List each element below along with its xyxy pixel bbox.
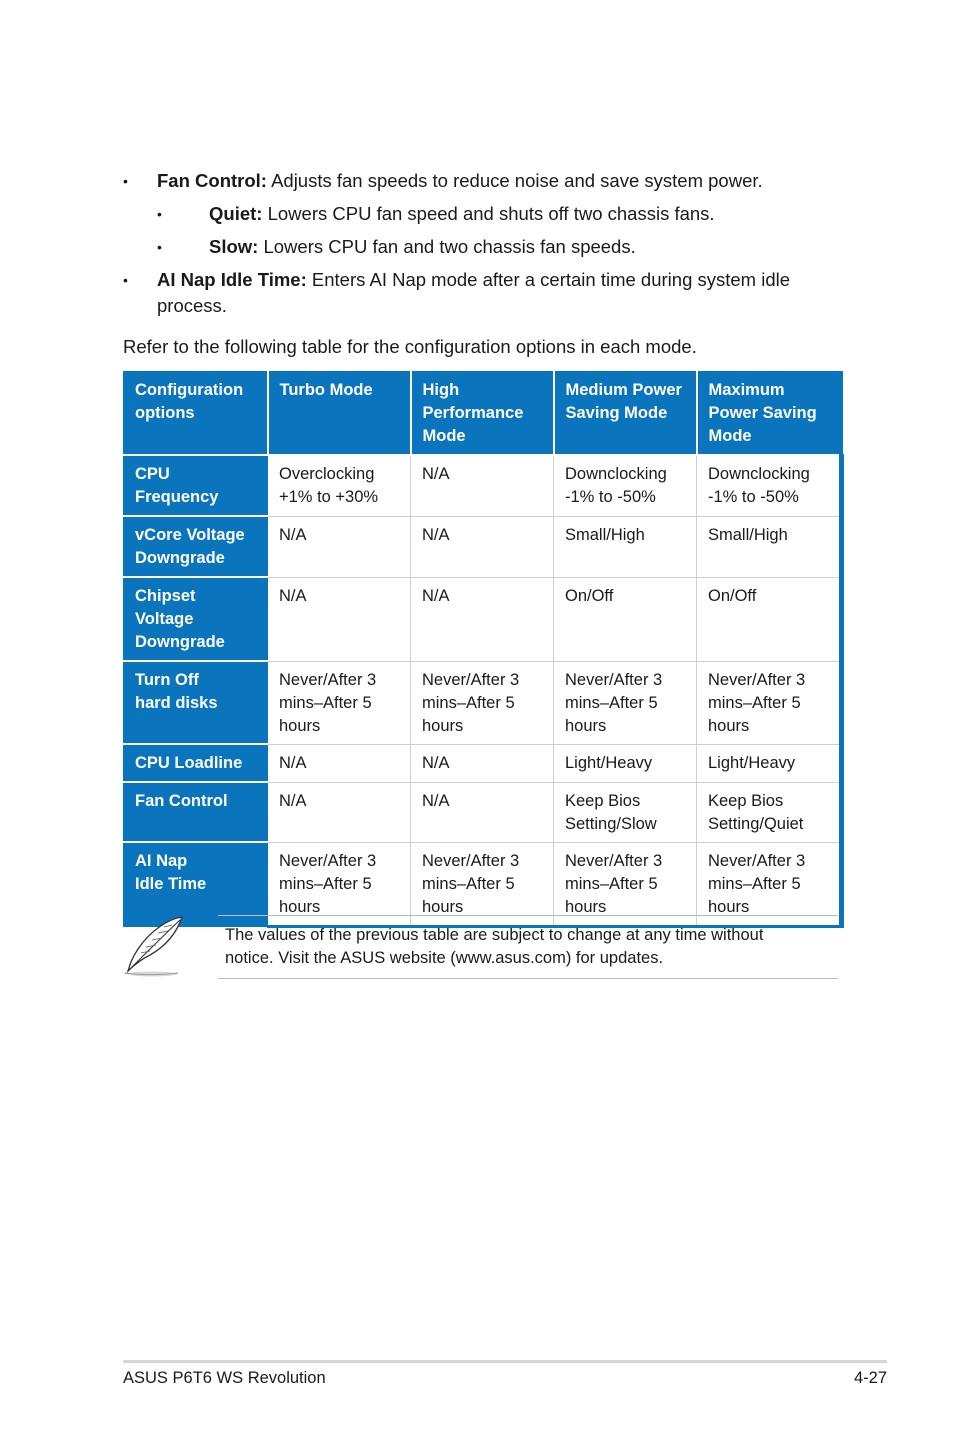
feather-pen-icon (120, 913, 190, 979)
row-label-line: CPU (135, 465, 170, 483)
table-cell-line: -1% to -50% (708, 488, 799, 506)
table-cell (411, 744, 554, 782)
column-header-line: Configuration (135, 381, 244, 399)
fan-control-bullet (157, 168, 763, 194)
table-cell-line: hours (708, 897, 750, 916)
row-label-line: CPU Loadline (135, 754, 243, 772)
table-cell-line: Never/After 3 (279, 670, 377, 689)
column-header (124, 372, 268, 456)
table-cell-line: Light/Heavy (565, 753, 653, 772)
table-cell-line: N/A (279, 525, 307, 544)
column-header-line: Turbo Mode (279, 381, 373, 399)
table-cell-line: Small/High (565, 525, 645, 544)
table-cell-line: hours (565, 897, 607, 916)
table-cell-line: Small/High (708, 525, 788, 544)
table-cell (268, 744, 411, 782)
table-cell-line: N/A (422, 525, 450, 544)
row-label (124, 782, 268, 842)
table-cell (268, 455, 411, 516)
row-label (124, 455, 268, 516)
table-body (124, 455, 842, 926)
note-divider-top (218, 915, 838, 916)
table-cell-line: mins–After 5 (279, 874, 372, 893)
row-label-line: Turn Off (135, 671, 199, 689)
row-label (124, 661, 268, 744)
table-cell-line: N/A (422, 791, 450, 810)
table-cell-line: hours (422, 716, 464, 735)
ai-nap-bullet (157, 267, 790, 293)
table-cell (697, 577, 842, 661)
configuration-table (123, 371, 844, 928)
ai-nap-label: AI Nap Idle Time: (157, 269, 307, 290)
table-cell (554, 744, 697, 782)
table-cell-line: N/A (422, 753, 450, 772)
table-cell-line: Keep Bios (565, 791, 641, 810)
table-cell-line: hours (708, 716, 750, 735)
table-cell-line: Never/After 3 (279, 851, 377, 870)
row-label-line: Fan Control (135, 792, 228, 810)
column-header-line: Mode (708, 427, 752, 445)
table-cell-line: N/A (279, 753, 307, 772)
quiet-text: Lowers CPU fan speed and shuts off two chassis fans. (262, 203, 715, 224)
table-cell (554, 661, 697, 744)
ai-nap-text: Enters AI Nap mode after a certain time during system idle (306, 269, 791, 290)
row-label-line: Voltage (135, 610, 194, 628)
row-label-line: Downgrade (135, 549, 225, 567)
slow-text: Lowers CPU fan and two chassis fan speeds. (258, 236, 636, 257)
footer-rule (123, 1360, 887, 1363)
table-header-row (124, 372, 842, 456)
page-number: 4-27 (853, 1369, 887, 1387)
row-label (124, 516, 268, 577)
row-label-line: Idle Time (135, 875, 207, 893)
table-row (124, 455, 842, 516)
bullet-marker: • (123, 272, 128, 288)
table-cell-line: Overclocking (279, 465, 375, 483)
column-header-line: Maximum (708, 381, 785, 399)
table-cell-line: mins–After 5 (565, 874, 658, 893)
table-cell (697, 782, 842, 842)
table-cell (697, 842, 842, 926)
table-cell-line: -1% to -50% (565, 488, 656, 506)
column-header-line: options (135, 404, 195, 422)
table-cell (554, 516, 697, 577)
table-cell-line: N/A (422, 586, 450, 605)
bullet-marker: • (157, 239, 162, 255)
table-cell-line: N/A (279, 586, 307, 605)
table-row (124, 661, 842, 744)
slow-label: Slow: (209, 236, 259, 257)
table-cell-line: hours (279, 716, 321, 735)
note-text (225, 924, 835, 970)
table-cell (554, 842, 697, 926)
table-cell (411, 782, 554, 842)
slow-bullet (209, 234, 636, 260)
table-cell-line: N/A (422, 465, 450, 483)
table-cell-line: On/Off (565, 586, 614, 605)
table-cell (268, 577, 411, 661)
table-cell (411, 455, 554, 516)
ai-nap-text-continued: process. (157, 295, 227, 316)
table-cell-line: N/A (279, 791, 307, 810)
table-cell (697, 516, 842, 577)
note-line-2: notice. Visit the ASUS website (www.asus.com) for updates. (225, 949, 664, 967)
quiet-label: Quiet: (209, 203, 263, 224)
table-cell-line: Never/After 3 (422, 851, 520, 870)
table-cell (268, 782, 411, 842)
table-cell-line: mins–After 5 (565, 693, 658, 712)
row-label (124, 744, 268, 782)
table-cell (554, 455, 697, 516)
row-label-line: vCore Voltage (135, 526, 245, 544)
quiet-bullet (209, 201, 715, 227)
table-cell-line: Never/After 3 (708, 851, 806, 870)
column-header-line: Mode (422, 427, 466, 445)
table-cell-line: mins–After 5 (708, 874, 801, 893)
fan-control-text: Adjusts fan speeds to reduce noise and save system power. (266, 170, 763, 191)
row-label-line: Frequency (135, 488, 219, 506)
table-cell (554, 577, 697, 661)
intro-paragraph: Refer to the following table for the configuration options in each mode. (123, 336, 697, 357)
fan-control-label: Fan Control: (157, 170, 267, 191)
footer-title: ASUS P6T6 WS Revolution (123, 1369, 326, 1387)
table-cell-line: Setting/Slow (565, 814, 657, 833)
table-row (124, 516, 842, 577)
table-cell-line: Downclocking (565, 465, 667, 483)
table-row (124, 744, 842, 782)
table-cell (268, 842, 411, 926)
table-cell-line: Downclocking (708, 465, 810, 483)
column-header-line: Medium Power (565, 381, 682, 399)
row-label-line: Chipset (135, 587, 196, 605)
table-cell (411, 516, 554, 577)
table-cell-line: Never/After 3 (565, 851, 663, 870)
column-header (697, 372, 842, 456)
row-label-line: Downgrade (135, 633, 225, 651)
bullet-marker: • (123, 173, 128, 189)
table-cell-line: hours (279, 897, 321, 916)
table-cell-line: Light/Heavy (708, 753, 796, 772)
table-cell (411, 577, 554, 661)
table-cell-line: On/Off (708, 586, 757, 605)
column-header (411, 372, 554, 456)
table-cell-line: Keep Bios (708, 791, 784, 810)
table-cell-line: Never/After 3 (422, 670, 520, 689)
table-row (124, 782, 842, 842)
table-cell (268, 516, 411, 577)
table-cell-line: mins–After 5 (279, 693, 372, 712)
table-cell (554, 782, 697, 842)
column-header (268, 372, 411, 456)
table-cell (411, 842, 554, 926)
table-cell-line: Never/After 3 (565, 670, 663, 689)
table-cell-line: Setting/Quiet (708, 814, 804, 833)
table-cell-line: hours (422, 897, 464, 916)
note-divider-bottom (218, 978, 838, 979)
column-header-line: High (422, 381, 460, 399)
table-cell-line: mins–After 5 (422, 874, 515, 893)
table-cell-line: +1% to +30% (279, 488, 379, 506)
table-cell-line: mins–After 5 (422, 693, 515, 712)
column-header-line: Saving Mode (565, 404, 668, 422)
table-cell-line: hours (565, 716, 607, 735)
table-row (124, 577, 842, 661)
column-header-line: Performance (422, 404, 524, 422)
table-cell-line: Never/After 3 (708, 670, 806, 689)
column-header-line: Power Saving (708, 404, 817, 422)
table-cell (411, 661, 554, 744)
note-line-1: The values of the previous table are subject to change at any time without (225, 926, 764, 944)
column-header (554, 372, 697, 456)
table-cell (697, 661, 842, 744)
row-label (124, 577, 268, 661)
table-cell-line: mins–After 5 (708, 693, 801, 712)
row-label-line: hard disks (135, 694, 218, 712)
table-cell (697, 744, 842, 782)
table-row (124, 842, 842, 926)
table-cell (697, 455, 842, 516)
row-label-line: AI Nap (135, 852, 188, 870)
table-cell (268, 661, 411, 744)
bullet-marker: • (157, 206, 162, 222)
